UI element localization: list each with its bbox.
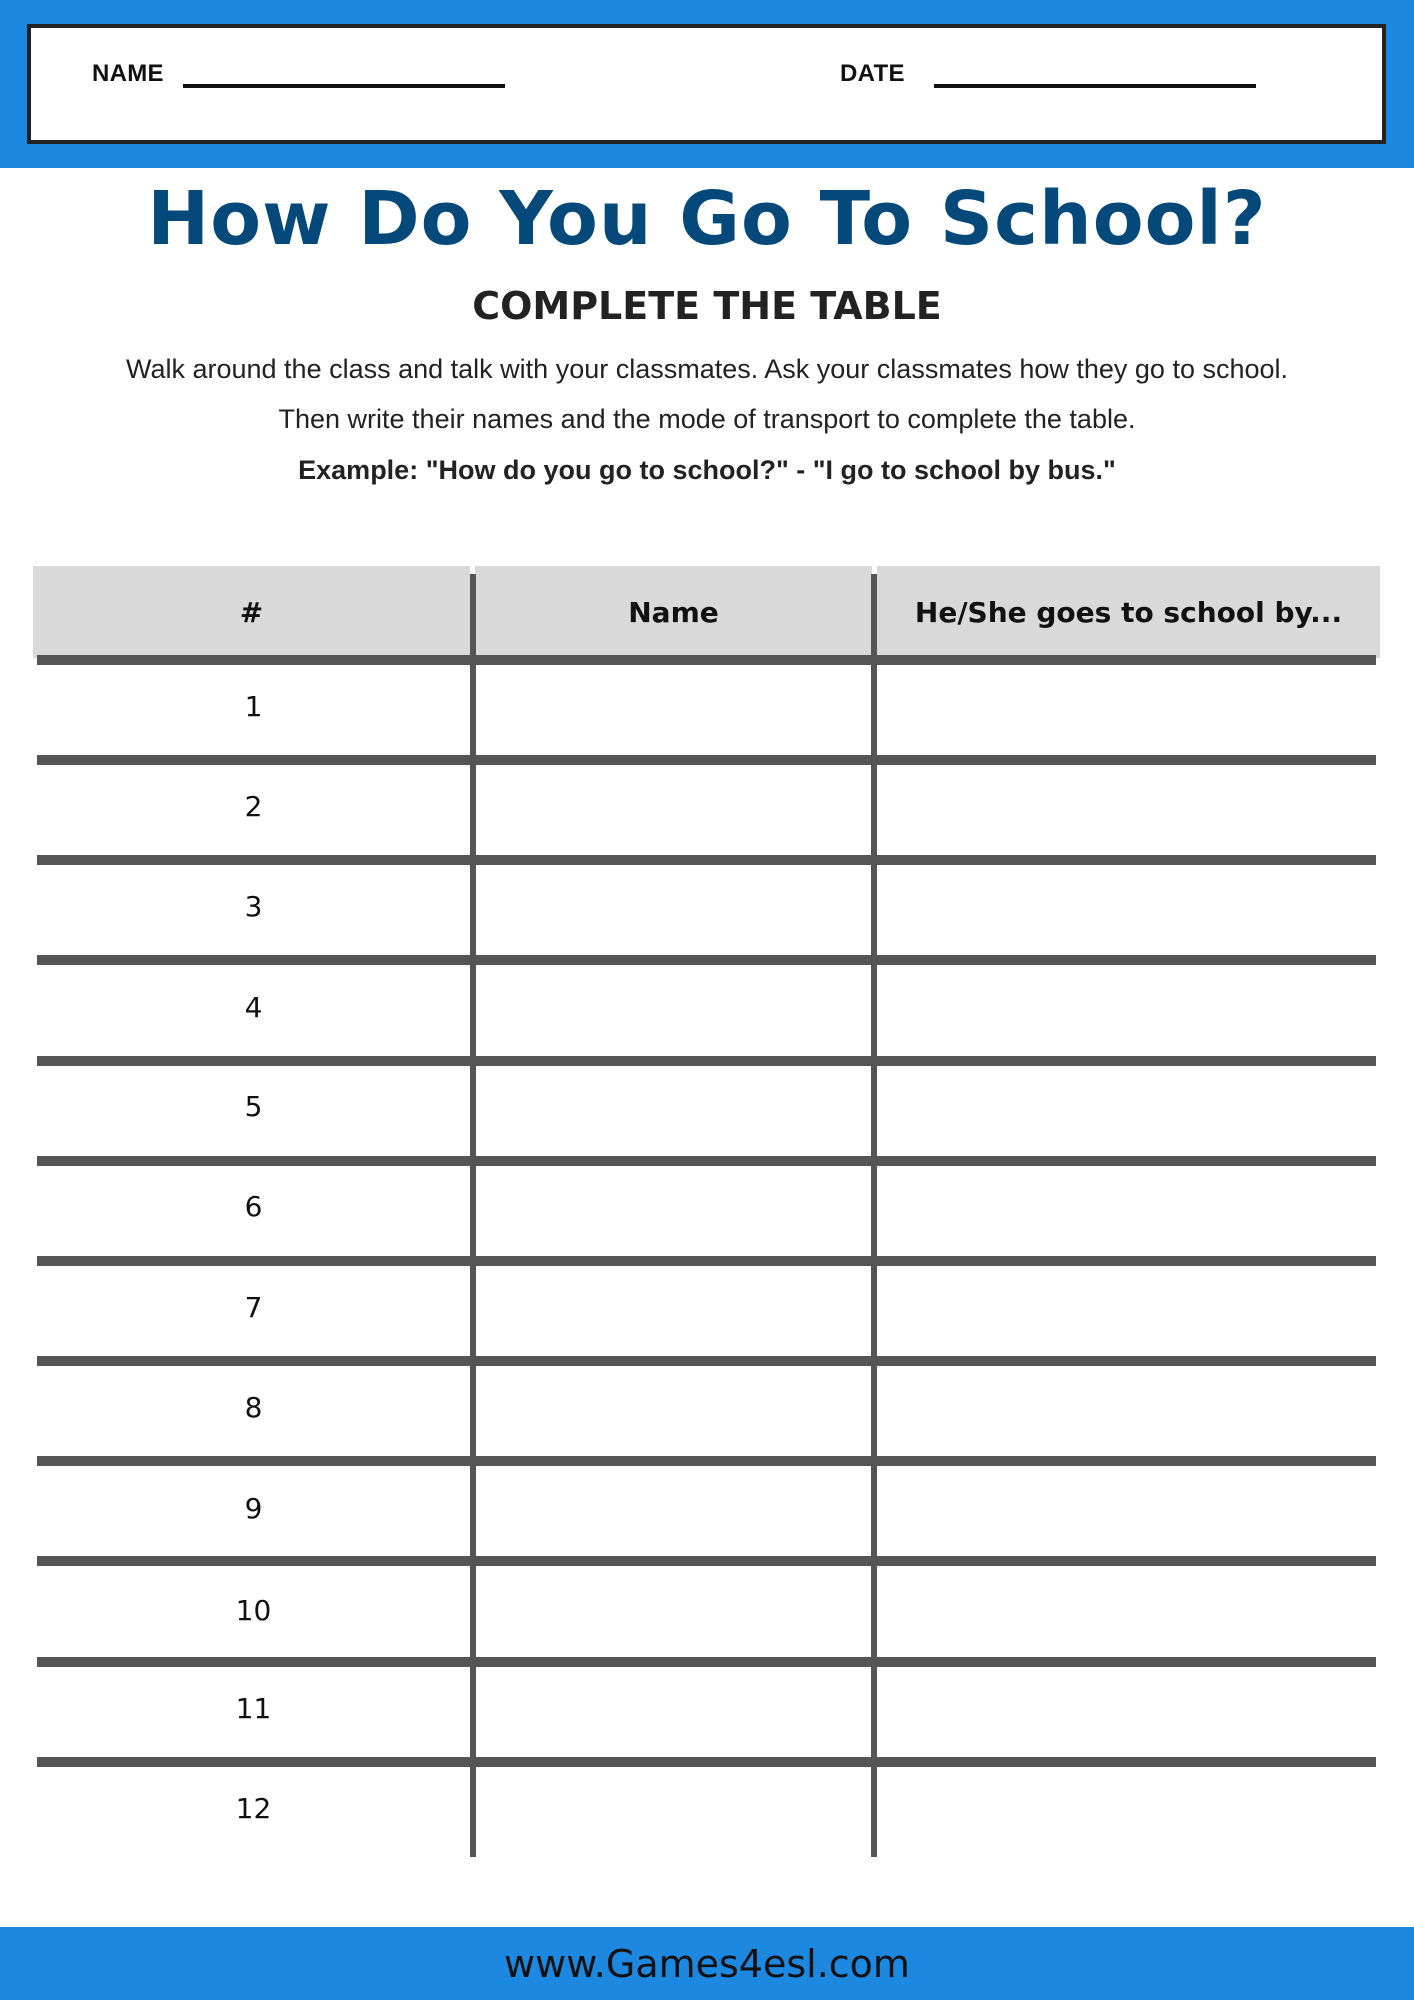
date-field[interactable] <box>934 84 1256 88</box>
transport-cell[interactable] <box>877 1466 1376 1554</box>
row-number: 3 <box>244 890 263 923</box>
worksheet-subtitle: COMPLETE THE TABLE <box>472 284 942 328</box>
worksheet-title: How Do You Go To School? <box>147 176 1267 262</box>
transport-cell[interactable] <box>877 765 1376 853</box>
row-divider <box>37 1156 1376 1166</box>
name-cell[interactable] <box>476 665 871 753</box>
transport-cell[interactable] <box>877 1266 1376 1354</box>
footer-banner <box>0 1927 1414 2000</box>
transport-cell[interactable] <box>877 665 1376 753</box>
name-cell[interactable] <box>476 965 871 1053</box>
transport-cell[interactable] <box>877 865 1376 953</box>
name-cell[interactable] <box>476 765 871 853</box>
row-divider <box>37 855 1376 865</box>
column-header-number: # <box>33 566 470 658</box>
row-number: 4 <box>244 991 263 1024</box>
row-divider <box>37 1657 1376 1667</box>
name-cell[interactable] <box>476 1266 871 1354</box>
row-number: 8 <box>244 1391 263 1424</box>
transport-cell[interactable] <box>877 1066 1376 1154</box>
row-number: 1 <box>244 690 263 723</box>
row-divider <box>37 1456 1376 1466</box>
row-number: 5 <box>244 1090 263 1123</box>
instruction-line-2: Then write their names and the mode of transport to complete the table. <box>278 404 1136 434</box>
name-cell[interactable] <box>476 1366 871 1454</box>
instruction-line-1: Walk around the class and talk with your classmates. Ask your classmates how they go to school. <box>125 354 1289 384</box>
row-number: 10 <box>235 1594 272 1627</box>
name-cell[interactable] <box>476 1566 871 1654</box>
name-cell[interactable] <box>476 1166 871 1254</box>
name-label: NAME <box>92 60 164 87</box>
row-number: 2 <box>244 790 263 823</box>
transport-cell[interactable] <box>877 965 1376 1053</box>
row-number: 7 <box>244 1291 263 1324</box>
transport-cell[interactable] <box>877 1667 1376 1755</box>
row-divider <box>37 955 1376 965</box>
date-label: DATE <box>840 60 905 87</box>
footer-website: www.Games4esl.com <box>504 1941 910 1986</box>
name-cell[interactable] <box>476 1466 871 1554</box>
example-sentence: Example: "How do you go to school?" - "I go to school by bus." <box>298 455 1116 485</box>
row-divider <box>37 1256 1376 1266</box>
row-divider <box>37 1556 1376 1566</box>
name-cell[interactable] <box>476 865 871 953</box>
row-divider <box>37 655 1376 665</box>
transport-cell[interactable] <box>877 1566 1376 1654</box>
row-divider <box>37 1356 1376 1366</box>
column-header-transport: He/She goes to school by... <box>877 566 1380 658</box>
row-divider <box>37 1757 1376 1767</box>
row-number: 11 <box>235 1692 272 1725</box>
transport-cell[interactable] <box>877 1767 1376 1855</box>
transport-cell[interactable] <box>877 1166 1376 1254</box>
row-divider <box>37 1056 1376 1066</box>
name-field[interactable] <box>183 84 505 88</box>
name-cell[interactable] <box>476 1066 871 1154</box>
column-header-name: Name <box>475 566 872 658</box>
transport-cell[interactable] <box>877 1366 1376 1454</box>
name-cell[interactable] <box>476 1767 871 1855</box>
row-number: 6 <box>244 1190 263 1223</box>
row-number: 12 <box>235 1792 272 1825</box>
row-number: 9 <box>244 1492 263 1525</box>
name-cell[interactable] <box>476 1667 871 1755</box>
row-divider <box>37 755 1376 765</box>
